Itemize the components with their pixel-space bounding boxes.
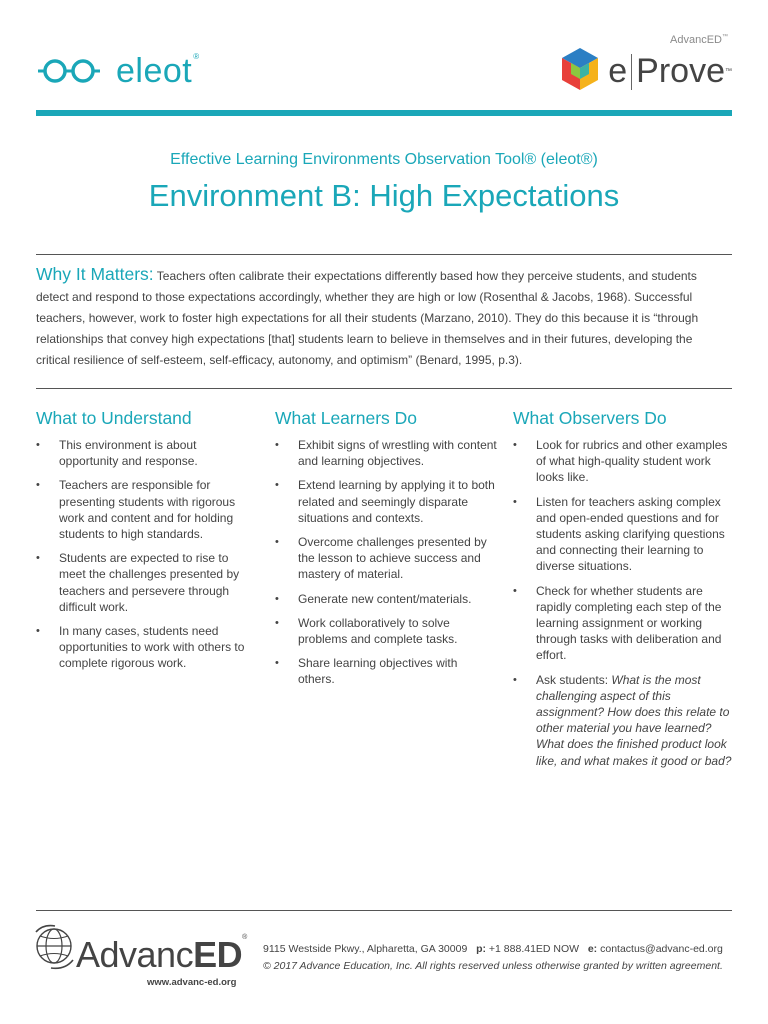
column-what-to-understand	[36, 408, 256, 680]
advanced-small-label: AdvancED™	[670, 34, 728, 46]
list-item: • Share learning objectives with others.	[275, 655, 497, 687]
list-item: • Extend learning by applying it to both related and seemingly disparate situations and contexts.	[275, 477, 497, 526]
page-title: Environment B: High Expectations	[148, 178, 620, 213]
list-item: • Exhibit signs of wrestling with content and learning objectives.	[275, 437, 497, 469]
advanced-logo: AdvancED®	[76, 934, 247, 975]
divider	[36, 254, 732, 255]
why-text: Teachers often calibrate their expectations differently based how they perceive students, and students detect and respond to those expectations accordingly, whether they are high or low (Rosenthal & Jacobs, 1968). Successful teachers, however, work to foster high expectations for all their students (Marzano, 2010). They do this because it is “through relationships that convey high expectations [that] students learn to believe in themselves and in their futures, developing the critical resilience of self-esteem, self-efficacy, autonomy, and optimism” (Benard, 1995, p.3).	[36, 269, 699, 367]
eprove-wordmark: e Prove ™	[608, 52, 732, 90]
globe-icon	[33, 922, 75, 974]
list-item: • Listen for teachers asking complex and open-ended questions and for students asking clarifying questions and connecting their learning to diverse situations.	[513, 494, 735, 575]
email-link[interactable]: contactus@advanc-ed.org	[600, 943, 723, 955]
column-heading: What Observers Do	[513, 408, 667, 428]
advanced-url-link[interactable]: www.advanc-ed.org	[147, 977, 237, 988]
column-what-observers-do	[513, 408, 735, 777]
header-rule	[36, 110, 732, 116]
list-item: • Check for whether students are rapidly completing each step of the learning assignment or working through tasks with deliberation and effort.	[513, 583, 735, 664]
list-item: • Look for rubrics and other examples of what high-quality student work looks like.	[513, 437, 735, 486]
glasses-icon	[36, 58, 108, 84]
footer-contact: 9115 Westside Pkwy., Alpharetta, GA 30009 p: +1 888.41ED NOW e: contactus@advanc-ed.org	[263, 943, 723, 955]
divider	[36, 910, 732, 911]
list-item: • Ask students: What is the most challenging aspect of this assignment? How does this relate to other material you have learned? What does the finished product look like, and what makes it good or bad?	[513, 672, 735, 769]
copyright-text: © 2017 Advance Education, Inc. All rights reserved unless otherwise granted by written agreement.	[263, 960, 723, 972]
page-subtitle: Effective Learning Environments Observation Tool® (eleot®)	[170, 151, 598, 168]
ask-question: What is the most challenging aspect of this assignment? How does this relate to other material you have learned? What does the finished product look like, and what makes it good or bad?	[536, 672, 732, 768]
list-item: • In many cases, students need opportunities to work with others to complete rigorous work.	[36, 623, 256, 672]
eprove-cube-icon	[558, 46, 602, 94]
column-heading: What to Understand	[36, 408, 192, 428]
why-label: Why It Matters:	[36, 264, 154, 284]
list-item: • Overcome challenges presented by the lesson to achieve success and mastery of material.	[275, 534, 497, 583]
column-heading: What Learners Do	[275, 408, 418, 428]
list-item: • Work collaboratively to solve problems and complete tasks.	[275, 615, 497, 647]
list-item: • Students are expected to rise to meet the challenges presented by teachers and persevere through difficult work.	[36, 550, 256, 615]
list-item: • This environment is about opportunity and response.	[36, 437, 256, 469]
eleot-logo	[36, 50, 200, 92]
why-it-matters	[36, 264, 716, 371]
divider	[36, 388, 732, 389]
list-item: • Generate new content/materials.	[275, 591, 497, 607]
list-item: • Teachers are responsible for presenting students with rigorous work and content and for holding students to high standards.	[36, 477, 256, 542]
eleot-wordmark: eleot®	[116, 51, 200, 90]
column-what-learners-do	[275, 408, 497, 696]
